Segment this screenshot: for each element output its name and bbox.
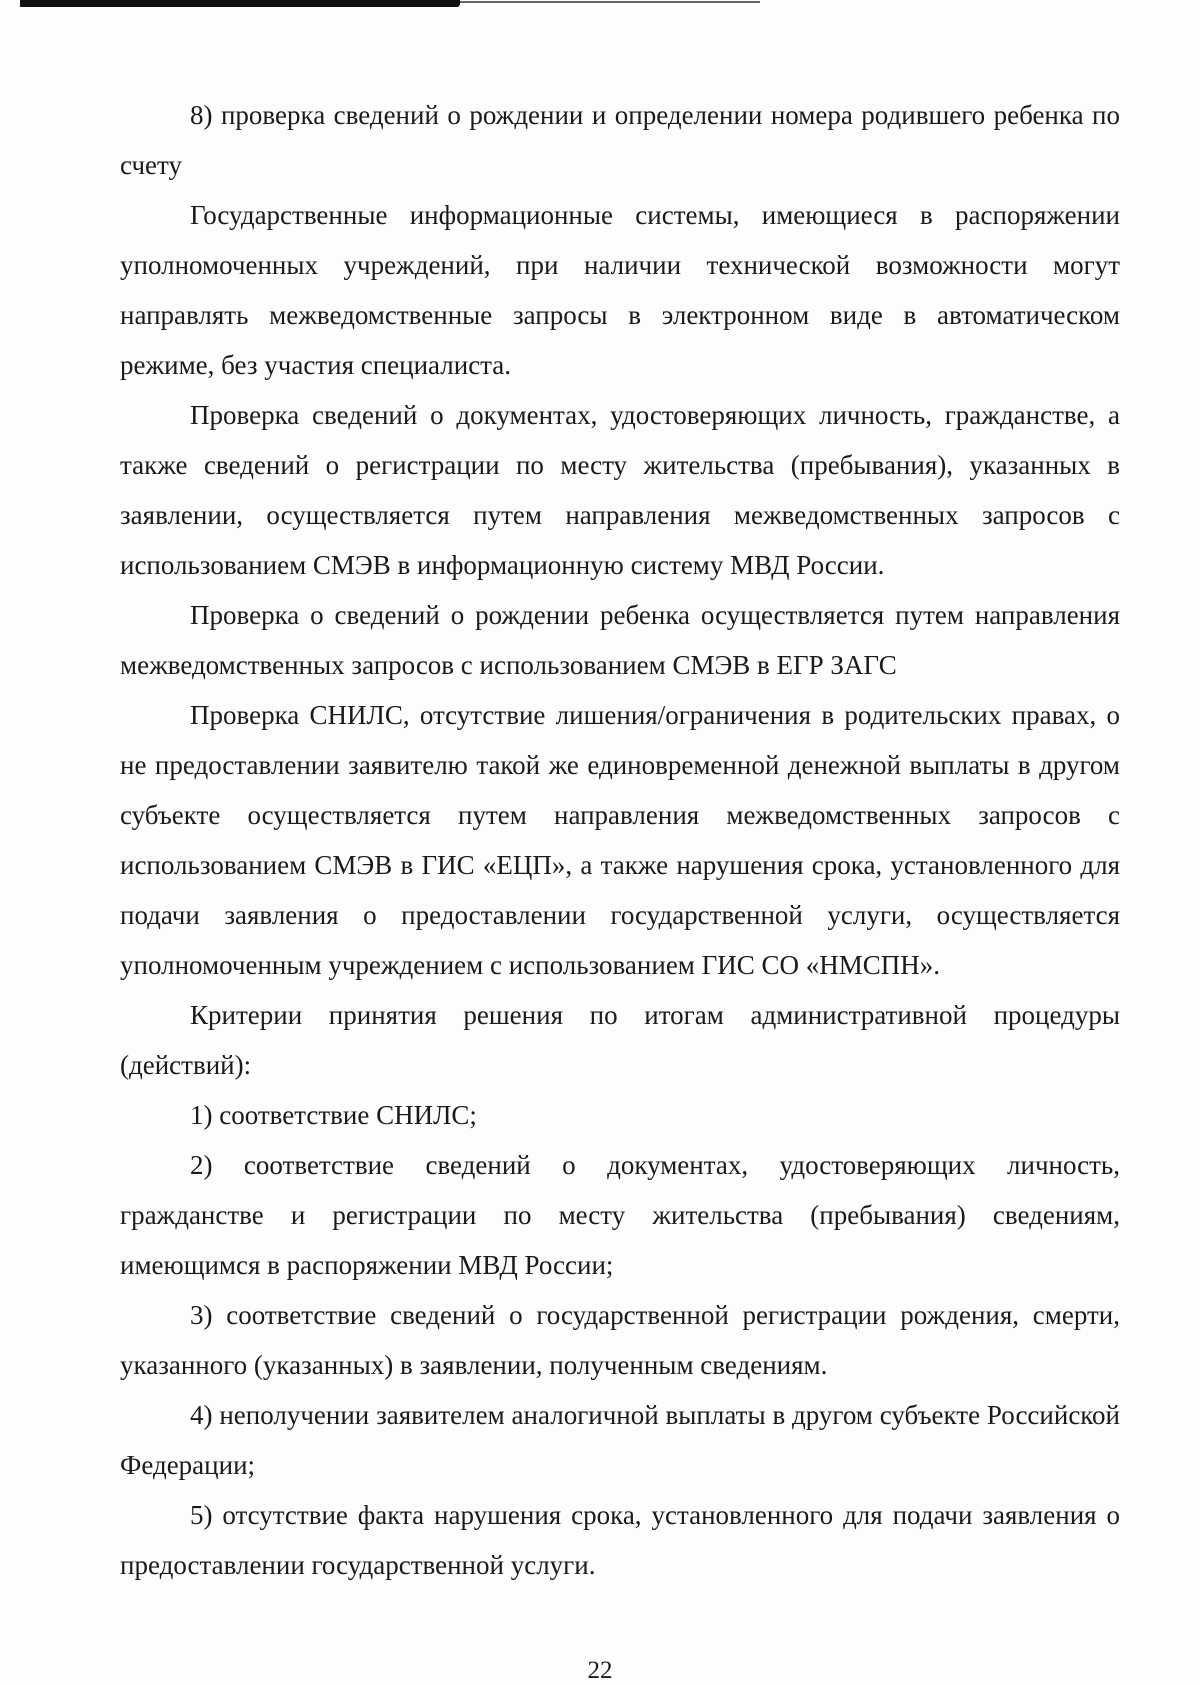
paragraph-information-systems: Государственные информационные системы, имеющиеся в распоряжении уполномоченных учреждений, при наличии технической возможности могут направлять межведомственные запросы в электронном виде в автоматическом режиме, без участия специалиста.: [120, 200, 1120, 380]
criteria-item-2: 2) соответствие сведений о документах, удостоверяющих личность, гражданстве и регистрации по месту жительства (пребывания) сведениям, имеющимся в распоряжении МВД России;: [120, 1150, 1120, 1280]
scan-edge-mark: [20, 0, 460, 7]
criteria-item-1: 1) соответствие СНИЛС;: [190, 1100, 477, 1130]
paragraph-decision-criteria: Критерии принятия решения по итогам административной процедуры (действий):: [120, 1000, 1120, 1080]
paragraph-item-8: 8) проверка сведений о рождении и определении номера родившего ребенка по счету: [120, 100, 1120, 180]
document-body: [120, 90, 1120, 1590]
criteria-item-3: 3) соответствие сведений о государственной регистрации рождения, смерти, указанного (указанных) в заявлении, полученным сведениям.: [120, 1300, 1120, 1380]
criteria-item-4: 4) неполучении заявителем аналогичной выплаты в другом субъекте Российской Федерации;: [120, 1400, 1120, 1480]
paragraph-birth-check: Проверка о сведений о рождении ребенка осуществляется путем направления межведомственных запросов с использованием СМЭВ в ЕГР ЗАГС: [120, 600, 1120, 680]
criteria-item-5: 5) отсутствие факта нарушения срока, установленного для подачи заявления о предоставлении государственной услуги.: [120, 1500, 1120, 1580]
paragraph-snils-check: Проверка СНИЛС, отсутствие лишения/ограничения в родительских правах, о не предоставлении заявителю такой же единовременной денежной выплаты в другом субъекте осуществляется путем направления межведомственных запросов с использованием СМЭВ в ГИС «ЕЦП», а также нарушения срока, установленного для подачи заявления о предоставлении государственной услуги, осуществляется уполномоченным учреждением с использованием ГИС СО «НМСПН».: [120, 700, 1120, 980]
paragraph-identity-check: Проверка сведений о документах, удостоверяющих личность, гражданстве, а также сведений о регистрации по месту жительства (пребывания), указанных в заявлении, осуществляется путем направления межведомственных запросов с использованием СМЭВ в информационную систему МВД России.: [120, 400, 1120, 580]
page-number: 22: [587, 1657, 613, 1684]
